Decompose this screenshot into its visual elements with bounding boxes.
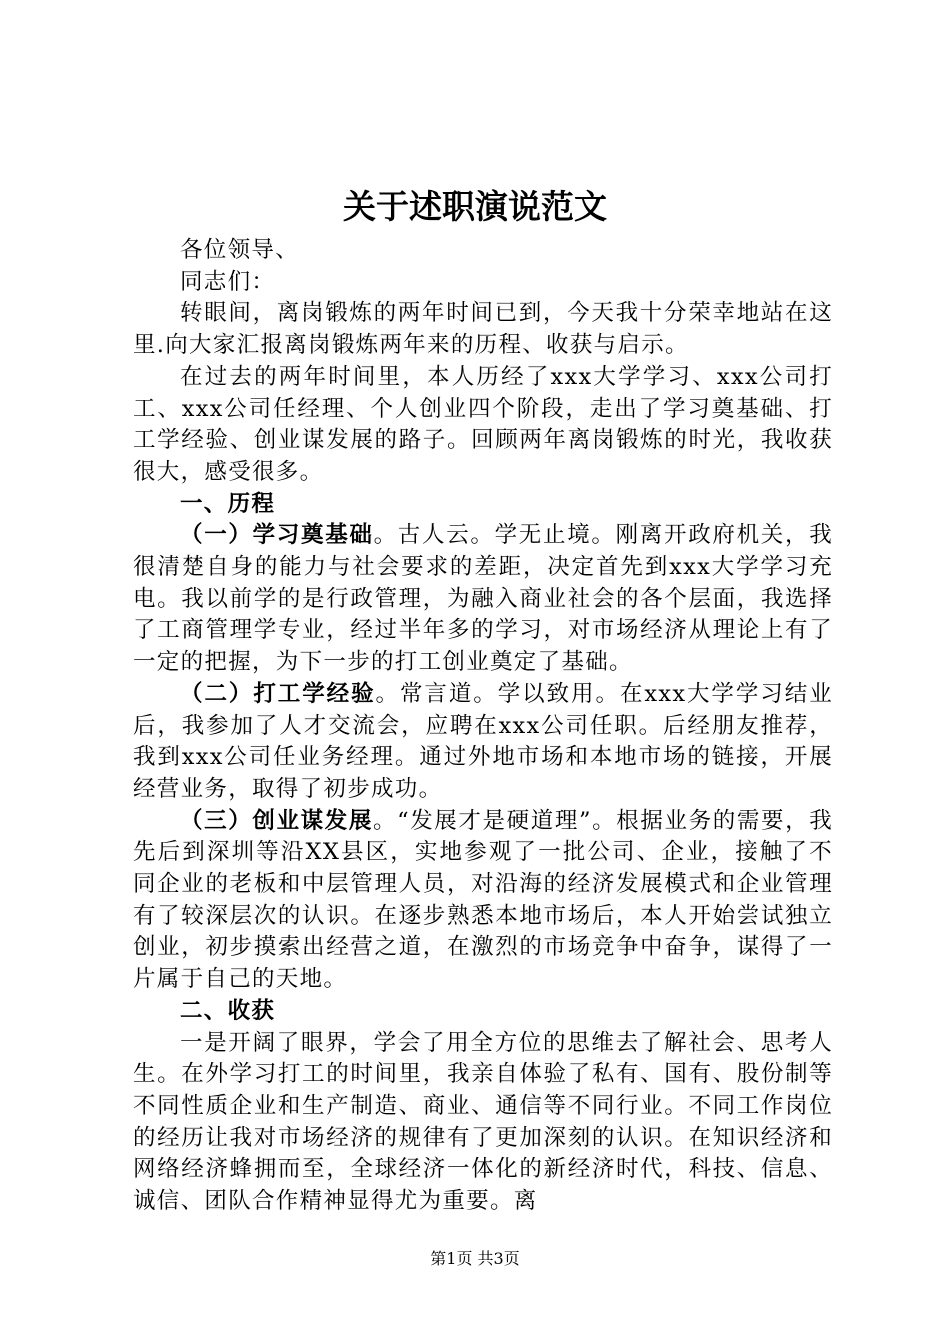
section-paragraph	[133, 679, 833, 806]
section-paragraph	[133, 520, 833, 679]
section-heading: 二、收获	[180, 997, 276, 1024]
subsection-text: 。古人云。学无止境。刚离开政府机关，我很清楚自身的能力与社会要求的差距，决定首先到xxx大学学习充电。我以前学的是行政管理，为融入商业社会的各个层面，我选择了工商管理学专业，经过半年多的学习，对市场经济从理论上有了一定的把握，为下一步的打工创业奠定了基础。	[133, 522, 834, 676]
subsection-text: 。常言道。学以致用。在xxx大学学习结业后，我参加了人才交流会，应聘在xxx公司任职。后经朋友推荐，我到xxx公司任业务经理。通过外地市场和本地市场的链接，开展经营业务，取得了初步成功。	[133, 680, 833, 802]
subsection-text: 。“发展才是硬道理”。根据业务的需要，我先后到深圳等沿XX县区，实地参观了一批公司、企业，接触了不同企业的老板和中层管理人员，对沿海的经济发展模式和企业管理有了较深层次的认识。在逐步熟悉本地市场后，本人开始尝试独立创业，初步摸索出经营之道，在激烈的市场竞争中奋争，谋得了一片属于自己的天地。	[133, 807, 833, 993]
page-footer: 第1页 共3页	[430, 1249, 520, 1268]
document-body	[133, 235, 833, 1218]
document-title: 关于述职演说范文	[343, 187, 607, 226]
salutation-line: 同志们：	[180, 268, 276, 295]
section-paragraph	[133, 806, 833, 996]
intro-paragraph: 转眼间，离岗锻炼的两年时间已到，今天我十分荣幸地站在这里.向大家汇报离岗锻炼两年来的历程、收获与启示。	[133, 300, 833, 359]
subsection-title: （三）创业谋发展	[180, 807, 373, 834]
section-heading: 一、历程	[180, 490, 276, 517]
subsection-title: （一）学习奠基础	[180, 522, 374, 549]
section-paragraph: 一是开阔了眼界，学会了用全方位的思维去了解社会、思考人生。在外学习打工的时间里，我亲自体验了私有、国有、股份制等不同性质企业和生产制造、商业、通信等不同行业。不同工作岗位的经历让我对市场经济的规律有了更加深刻的认识。在知识经济和网络经济蜂拥而至，全球经济一体化的新经济时代，科技、信息、诚信、团队合作精神显得尤为重要。离	[133, 1029, 833, 1215]
intro-paragraph: 在过去的两年时间里，本人历经了xxx大学学习、xxx公司打工、xxx公司任经理、个人创业四个阶段，走出了学习奠基础、打工学经验、创业谋发展的路子。回顾两年离岗锻炼的时光，我收获很大，感受很多。	[133, 363, 833, 485]
salutation-line: 各位领导、	[180, 237, 300, 263]
subsection-title: （二）打工学经验	[180, 680, 376, 707]
